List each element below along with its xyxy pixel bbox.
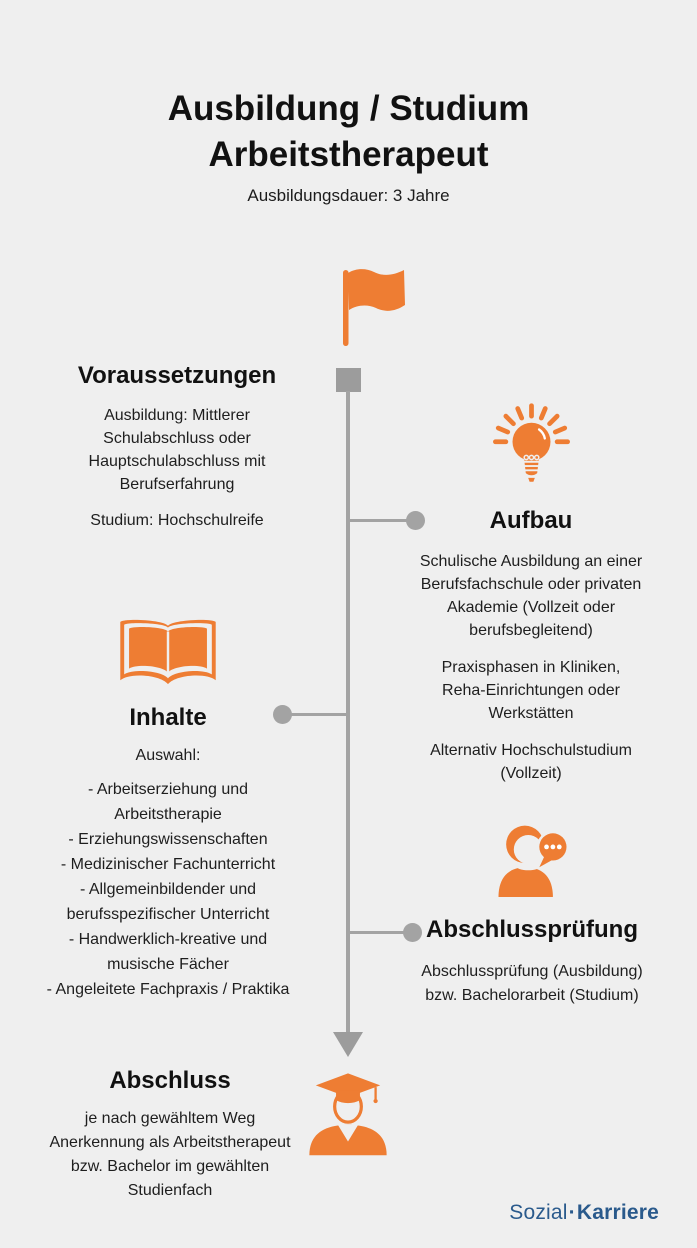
arrow-down-icon: [333, 1032, 363, 1057]
inhalte-heading: Inhalte: [129, 704, 207, 731]
sozial-karriere-logo: [509, 1201, 659, 1225]
header: [0, 86, 697, 206]
inhalte-list: [46, 777, 290, 1002]
section-voraussetzungen: [42, 361, 312, 532]
page-title: [0, 86, 697, 178]
abschluss-text-1: je nach gewähltem Weg Anerkennung als Arbeitstherapeut bzw. Bachelor im gewählten Studienfach: [49, 1110, 291, 1199]
inhalte-intro: Auswahl:: [135, 747, 201, 764]
list-item: - Arbeitserziehung und Arbeitstherapie: [87, 781, 249, 823]
section-abschluss: [45, 1066, 295, 1203]
abschlusspruefung-heading: Abschlussprüfung: [425, 916, 638, 943]
logo-part1: Sozial: [509, 1201, 568, 1224]
timeline-connector-abschlusspruefung: [350, 931, 405, 934]
section-aufbau: [418, 400, 644, 785]
flag-icon: [343, 267, 409, 347]
list-item: - Angeleitete Fachpraxis / Praktika: [46, 981, 290, 998]
page-title-line2: Arbeitstherapeut: [208, 135, 489, 174]
section-inhalte: [46, 616, 290, 1002]
voraussetzungen-text-2: Studium: Hochschulreife: [90, 512, 264, 529]
voraussetzungen-heading: Voraussetzungen: [77, 362, 277, 389]
list-item: - Erziehungswissenschaften: [68, 831, 268, 848]
list-item: - Medizinischer Fachunterricht: [60, 856, 276, 873]
timeline-spine: [346, 391, 350, 1033]
lightbulb-icon: [484, 400, 579, 495]
aufbau-text-3: Alternativ Hochschulstudium (Vollzeit): [430, 742, 632, 782]
graduate-icon: [302, 1062, 394, 1162]
logo-separator: ·: [568, 1201, 576, 1224]
timeline-start-marker: [336, 368, 361, 392]
open-book-icon: [116, 616, 220, 690]
timeline-connector-inhalte: [291, 713, 348, 716]
person-speech-icon: [490, 818, 575, 903]
timeline-connector-aufbau: [350, 519, 408, 522]
section-abschlusspruefung: [402, 818, 662, 1008]
list-item: - Handwerklich-kreative und musische Fächer: [68, 931, 268, 973]
abschlusspruefung-text-1: Abschlussprüfung (Ausbildung) bzw. Bachelorarbeit (Studium): [421, 963, 643, 1004]
logo-part2: Karriere: [576, 1201, 659, 1224]
aufbau-heading: Aufbau: [489, 507, 573, 534]
aufbau-text-1: Schulische Ausbildung an einer Berufsfachschule oder privaten Akademie (Vollzeit oder berufsbegleitend): [419, 553, 643, 639]
aufbau-text-2: Praxisphasen in Kliniken, Reha-Einrichtungen oder Werkstätten: [441, 659, 621, 722]
page-title-line1: Ausbildung / Studium: [167, 89, 530, 128]
abschluss-heading: Abschluss: [109, 1067, 231, 1094]
list-item: - Allgemeinbildender und berufsspezifischer Unterricht: [66, 881, 270, 923]
page-subtitle: Ausbildungsdauer: 3 Jahre: [247, 186, 450, 205]
voraussetzungen-text-1: Ausbildung: Mittlerer Schulabschluss oder Hauptschulabschluss mit Berufserfahrung: [88, 407, 266, 493]
